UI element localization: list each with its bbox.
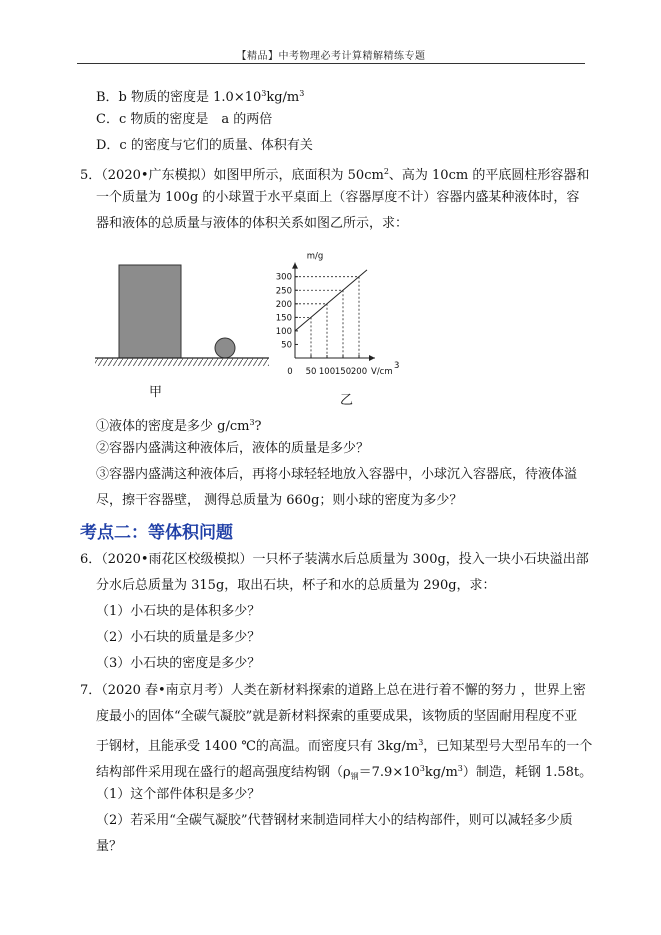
q5-sub-3-line-1: ③容器内盛满这种液体后，再将小球轻轻地放入容器中，小球沉入容器底，待液体溢 [96, 467, 578, 482]
x-tick-label: 200 [350, 367, 368, 377]
section-heading: 考点二：等体积问题 [80, 523, 233, 543]
q5-sub-2: ②容器内盛满这种液体后，液体的质量是多少？ [96, 441, 370, 456]
y-tick-label: 50 [281, 340, 292, 351]
q7-line-2: 度最小的固体“全碳气凝胶”就是新材料探索的重要成果，该物质的坚固耐用程度不亚 [96, 709, 578, 724]
y-tick-label: 100 [275, 326, 292, 337]
origin-label: 0 [287, 367, 293, 377]
q7-line-4: 结构部件采用现在盛行的超高强度结构钢$(\rho_钢=7.9\times 10^3kg/m^3)$制造，耗钢 1.58t。 [96, 764, 593, 781]
figure-drawing [92, 240, 432, 395]
y-axis-label: m/g [306, 251, 324, 262]
table-hatch [95, 358, 269, 366]
q7-line-3: 于钢材，且能承受 1400 ℃的高温。而密度只有 $3kg/m^3$，已知某型号大型吊车的一个 [96, 738, 593, 754]
figure-b-chart [276, 252, 400, 377]
container-cylinder [119, 265, 181, 358]
q6-sub-1: （1）小石块的是体积多少？ [96, 604, 261, 619]
q5-sub-3-line-2: 尽，擦干容器壁， 测得总质量为 660g；则小球的密度为多少？ [96, 493, 463, 508]
q6-sub-2: （2）小石块的质量是多少？ [96, 630, 261, 645]
q5-line-3: 器和液体的总质量与液体的体积关系如图乙所示，求： [96, 216, 409, 231]
q7-sub-2-line-2: 量？ [96, 839, 123, 854]
ball [215, 338, 235, 358]
q7-sub-1: （1）这个部件体积是多少？ [96, 787, 261, 802]
q5-figure [92, 240, 432, 399]
q5-line-1: 5．（2020•广东模拟）如图甲所示，底面积为 $50cm^2$、高为 10cm 的平底圆柱形容器和 [80, 167, 590, 183]
y-tick-label: 150 [275, 313, 292, 324]
q6-line-1: 6．（2020•雨花区校级模拟）一只杯子装满水后总质量为 300g，投入一块小石块溢出部 [80, 552, 589, 567]
q6-line-2: 分水后总质量为 315g，取出石块，杯子和水的总质量为 290g，求： [96, 578, 496, 593]
series-line [295, 270, 367, 331]
caption-a: 甲 [149, 385, 163, 400]
y-tick-label: 200 [275, 299, 292, 310]
q7-sub-2: （2）若采用“全碳气凝胶”代替钢材来制造同样大小的结构部件，则可以减轻多少质 [96, 813, 573, 828]
y-tick-label: 250 [275, 286, 292, 297]
q6-sub-3: （3）小石块的密度是多少？ [96, 656, 261, 671]
page-header: 【精品】中考物理必考计算精解精练专题 [236, 51, 426, 62]
y-tick-label: 300 [275, 272, 292, 283]
x-axis-label-exp: 3 [394, 361, 400, 371]
x-axis-label: V/cm [371, 367, 393, 377]
q5-sub-1: ①液体的密度是多少 $g/cm^3$? [96, 418, 262, 434]
x-tick-label: 100 [318, 367, 336, 377]
figure-a [95, 265, 269, 366]
q5-line-2: 一个质量为 100g 的小球置于水平桌面上（容器厚度不计）容器内盛某种液体时，容 [96, 190, 580, 205]
header-divider [77, 63, 585, 64]
option-c: C．c 物质的密度是 a 的两倍 [96, 112, 273, 127]
caption-b: 乙 [340, 393, 354, 408]
y-axis-arrow [292, 263, 298, 269]
option-b: B．b 物质的密度是 $1.0\times 10^3kg/m^3$ [96, 89, 305, 105]
x-tick-label: 150 [334, 367, 352, 377]
q7-line-1: 7．（2020 春•南京月考）人类在新材料探索的道路上总在进行着不懈的努力 ，世界上密 [80, 683, 586, 698]
x-axis-arrow [369, 355, 375, 361]
option-d: D．c 的密度与它们的质量、体积有关 [96, 138, 313, 153]
x-tick-label: 50 [305, 367, 317, 377]
